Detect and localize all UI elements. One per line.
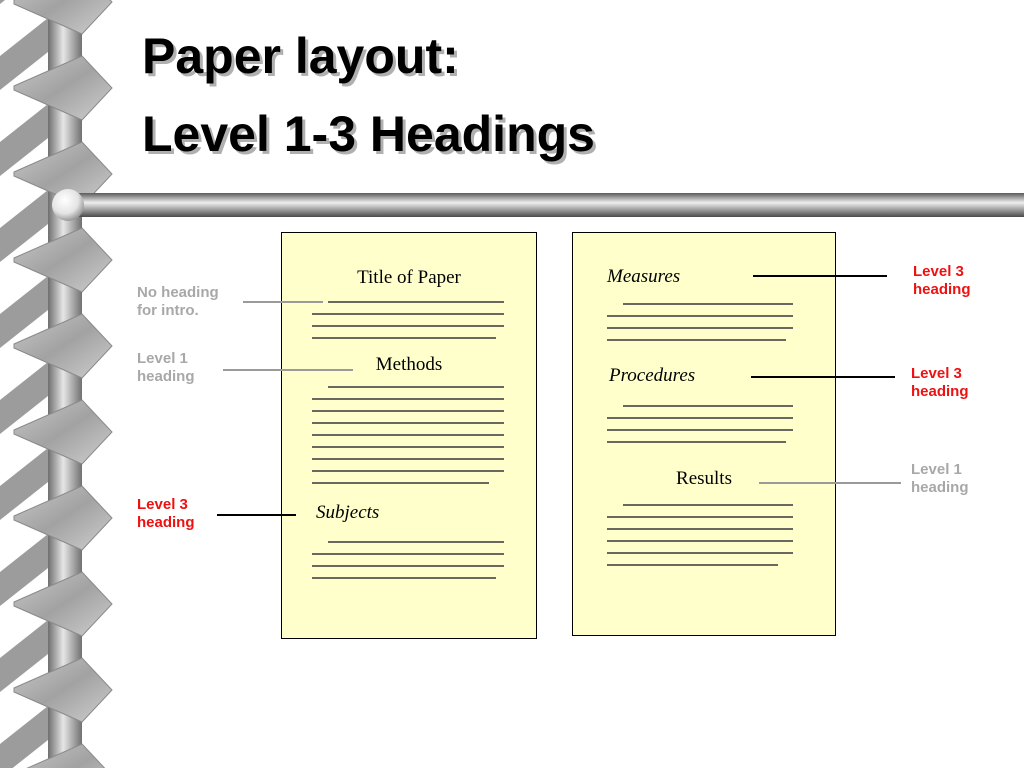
- leader-level3-left: [217, 514, 296, 516]
- callout-level1-results: Level 1 heading: [911, 461, 969, 496]
- leader-no-heading: [243, 301, 323, 303]
- ribbon-pole-decoration: [0, 0, 115, 768]
- callout-level1-left: Level 1 heading: [137, 350, 195, 385]
- subjects-heading: Subjects: [316, 502, 380, 523]
- leader-procedures: [751, 376, 895, 378]
- procedures-paragraph: [607, 405, 793, 453]
- leader-results: [759, 482, 901, 484]
- leader-level1-left: [223, 369, 353, 371]
- measures-heading: Measures: [607, 266, 681, 287]
- procedures-heading: Procedures: [609, 365, 696, 386]
- callout-level3-procedures: Level 3 heading: [911, 365, 969, 400]
- callout-no-heading: No heading for intro.: [137, 284, 219, 319]
- methods-paragraph: [312, 386, 504, 494]
- results-heading: Results: [676, 468, 732, 489]
- callout-level3-left: Level 3 heading: [137, 496, 195, 531]
- methods-heading: Methods: [375, 354, 443, 375]
- leader-measures: [753, 275, 887, 277]
- right-paper-page: [572, 232, 836, 636]
- results-paragraph: [607, 504, 793, 576]
- intro-paragraph: [312, 301, 504, 349]
- slide-title-line-1: Paper layout:: [142, 28, 459, 84]
- subjects-paragraph: [312, 541, 504, 589]
- left-paper-page: [281, 232, 537, 639]
- paper-title: Title of Paper: [357, 267, 461, 288]
- slide-title-line-2: Level 1-3 Headings: [142, 106, 595, 162]
- measures-paragraph: [607, 303, 793, 351]
- callout-level3-measures: Level 3 heading: [913, 263, 971, 298]
